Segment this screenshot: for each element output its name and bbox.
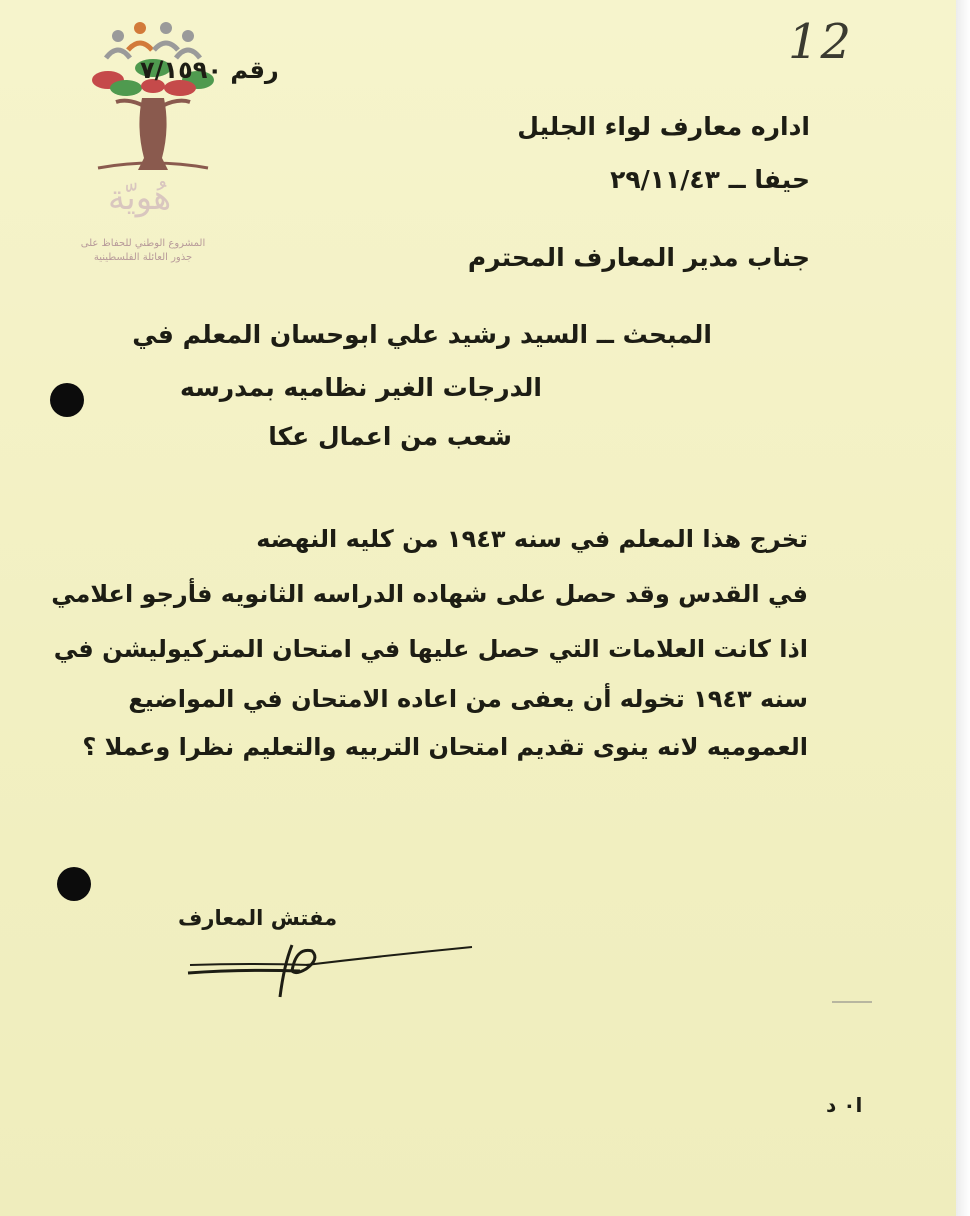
body-line-1: تخرج هذا المعلم في سنه ١٩٤٣ من كليه النهضه bbox=[256, 525, 808, 553]
reference-number: رقم ٧/١٥٩٠ bbox=[140, 56, 279, 84]
scan-edge bbox=[956, 0, 970, 1216]
fold-mark bbox=[832, 1000, 872, 1004]
page-number: 12 bbox=[788, 14, 854, 70]
watermark-caption-line-1: المشروع الوطني للحفاظ على bbox=[80, 238, 206, 249]
subject-line-3: شعب من اعمال عكا bbox=[268, 422, 512, 451]
punch-hole-bottom bbox=[57, 867, 91, 901]
subject-line-1: المبحث ــ السيد رشيد علي ابوحسان المعلم في bbox=[132, 320, 712, 349]
addressee: جناب مدير المعارف المحترم bbox=[467, 243, 810, 272]
subject-line-2: الدرجات الغير نظاميه بمدرسه bbox=[180, 373, 542, 402]
body-line-4: سنه ١٩٤٣ تخوله أن يعفى من اعاده الامتحان في المواضيع bbox=[128, 685, 808, 713]
signer-title: مفتش المعارف bbox=[178, 906, 338, 930]
watermark-word: هُويّة bbox=[108, 178, 172, 218]
place-and-date: حيفا ــ ٢٩/١١/٤٣ bbox=[610, 165, 810, 194]
issuing-office: اداره معارف لواء الجليل bbox=[517, 112, 810, 141]
handwritten-signature bbox=[180, 935, 480, 1005]
typist-initials: ا٠ د bbox=[826, 1093, 863, 1117]
watermark-caption-line-2: جذور العائلة الفلسطينية bbox=[93, 252, 193, 263]
punch-hole-top bbox=[50, 383, 84, 417]
body-line-2: في القدس وقد حصل على شهاده الدراسه الثانويه فأرجو اعلامي bbox=[51, 580, 808, 608]
body-line-3: اذا كانت العلامات التي حصل عليها في امتحان المتركيوليشن في bbox=[53, 635, 808, 663]
body-line-5: العموميه لانه ينوى تقديم امتحان التربيه والتعليم نظرا وعملا ؟ bbox=[82, 733, 808, 761]
